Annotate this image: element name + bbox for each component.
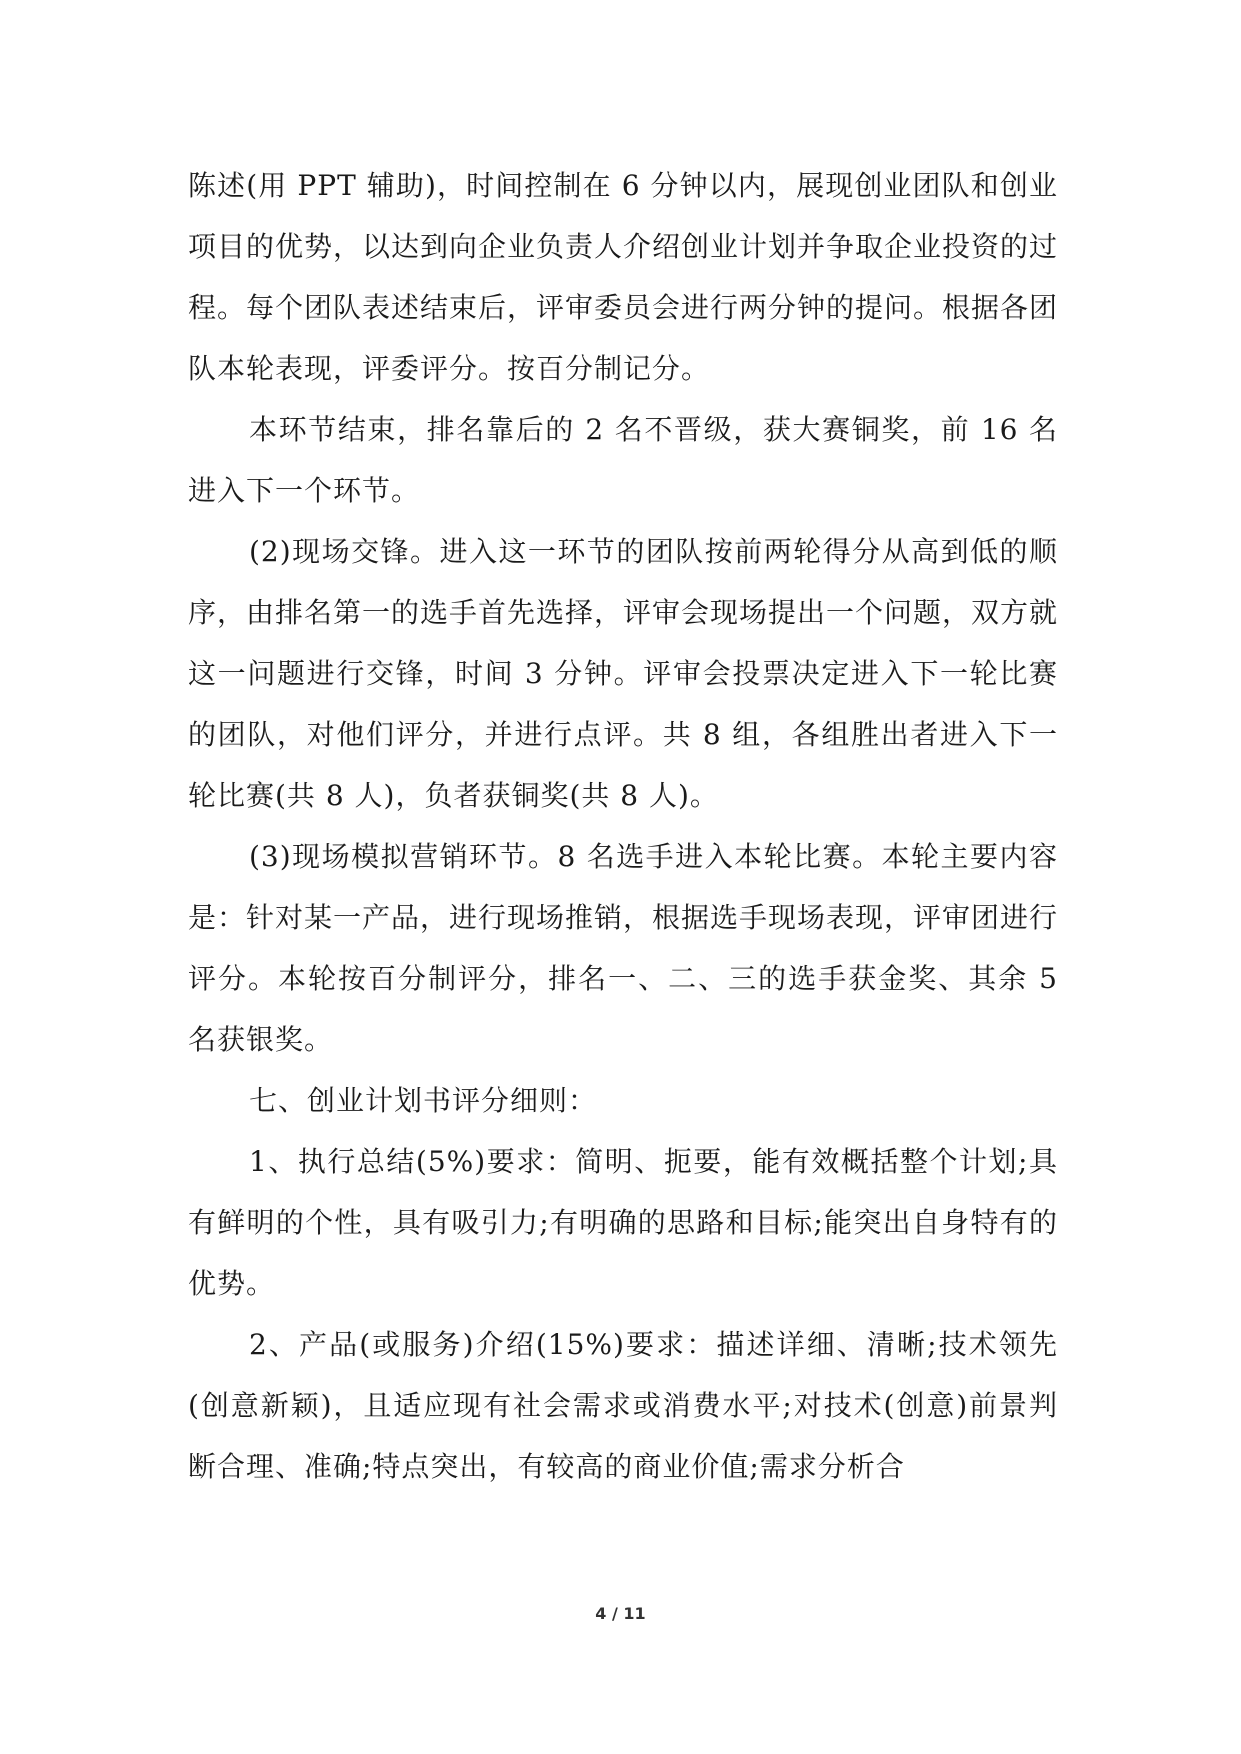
paragraph-executive-summary: 1、执行总结(5%)要求：简明、扼要，能有效概括整个计划;具有鲜明的个性，具有吸引力;有明确的思路和目标;能突出自身特有的优势。 — [188, 1145, 1058, 1300]
paragraph-presentation-continued: 陈述(用 PPT 辅助)，时间控制在 6 分钟以内，展现创业团队和创业项目的优势，以达到向企业负责人介绍创业计划并争取企业投资的过程。每个团队表述结束后，评审委员会进行两分钟的提问。根据各团队本轮表现，评委评分。按百分制记分。 — [188, 169, 1059, 385]
paragraph-face-off: (2)现场交锋。进入这一环节的团队按前两轮得分从高到低的顺序，由排名第一的选手首先选择，评审会现场提出一个问题，双方就这一问题进行交锋，时间 3 分钟。评审会投票决定进入下一轮比赛的团队，对他们评分，并进行点评。共 8 组，各组胜出者进入下一轮比赛(共 8 人)，负者获铜奖(共 8 人)。 — [188, 535, 1059, 812]
paragraph-round-result: 本环节结束，排名靠后的 2 名不晋级，获大赛铜奖，前 16 名进入下一个环节。 — [188, 413, 1058, 507]
section-heading-scoring-rules: 七、创业计划书评分细则： — [249, 1084, 598, 1117]
page-number: 4 / 11 — [595, 1604, 646, 1623]
paragraph-product-introduction: 2、产品(或服务)介绍(15%)要求：描述详细、清晰;技术领先(创意新颖)，且适应现有社会需求或消费水平;对技术(创意)前景判断合理、准确;特点突出，有较高的商业价值;需求分析合 — [188, 1328, 1058, 1483]
paragraph-simulated-marketing: (3)现场模拟营销环节。8 名选手进入本轮比赛。本轮主要内容是：针对某一产品，进行现场推销，根据选手现场表现，评审团进行评分。本轮按百分制评分，排名一、二、三的选手获金奖、其余 5 名获银奖。 — [188, 840, 1059, 1056]
document-body — [188, 155, 1058, 1497]
